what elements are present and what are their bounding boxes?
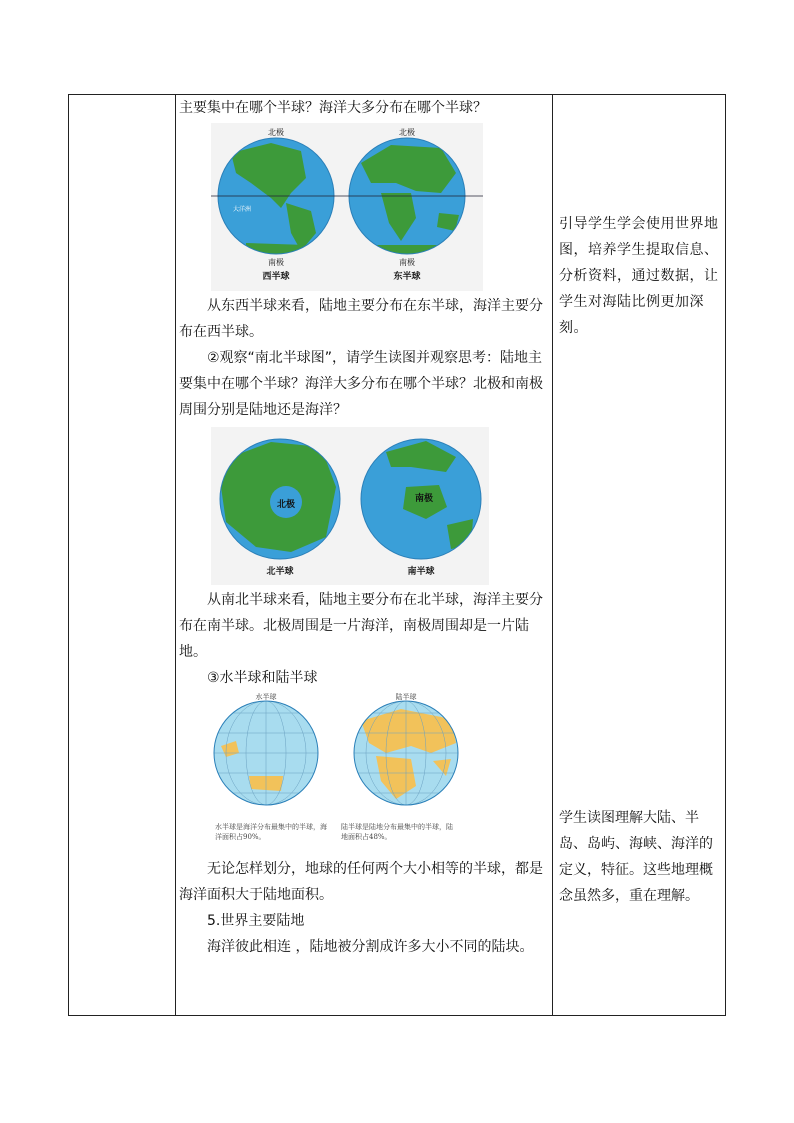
east-west-hemisphere-map bbox=[211, 123, 483, 291]
label-southern-hemisphere: 南半球 bbox=[407, 567, 435, 577]
label-land-hemisphere: 陆半球 bbox=[395, 693, 417, 701]
label-north-pole: 北极 bbox=[268, 128, 284, 137]
paragraph-water-land-heading: ③水半球和陆半球 bbox=[207, 670, 318, 686]
teaching-content bbox=[179, 95, 554, 960]
land-hemisphere-caption: 陆半球是陆地分布最集中的半球，陆地面积占48%。 bbox=[341, 823, 453, 841]
label-south-pole: 南极 bbox=[414, 494, 434, 504]
label-western-hemisphere: 西半球 bbox=[262, 272, 290, 282]
north-south-hemisphere-map bbox=[211, 427, 489, 585]
paragraph-north-south: 从南北半球来看，陆地主要分布在北半球，海洋主要分布在南半球。北极周围是一片海洋，南极周围却是一片陆地。 bbox=[179, 592, 543, 660]
label-north-pole: 北极 bbox=[399, 128, 415, 137]
question-line: 主要集中在哪个半球？海洋大多分布在哪个半球？ bbox=[179, 100, 487, 116]
design-intent-note-2: 学生读图理解大陆、半岛、岛屿、海峡、海洋的定义，特征。这些地理概念虽然多，重在理解。 bbox=[559, 810, 713, 904]
lesson-table bbox=[68, 94, 726, 1016]
label-water-hemisphere: 水半球 bbox=[255, 693, 277, 701]
label-south-pole: 南极 bbox=[268, 258, 284, 267]
label-south-pole: 南极 bbox=[399, 258, 415, 267]
label-eastern-hemisphere: 东半球 bbox=[393, 272, 421, 282]
paragraph-land-blocks: 海洋彼此相连 ，陆地被分割成许多大小不同的陆块。 bbox=[207, 939, 534, 955]
column-divider bbox=[175, 95, 176, 1015]
label-north-pole: 北极 bbox=[276, 500, 296, 510]
label-northern-hemisphere: 北半球 bbox=[266, 567, 294, 577]
label-oceania: 大洋洲 bbox=[233, 206, 252, 213]
paragraph-east-west: 从东西半球来看，陆地主要分布在东半球，海洋主要分布在西半球。 bbox=[179, 298, 543, 340]
paragraph-conclusion: 无论怎样划分，地球的任何两个大小相等的半球，都是海洋面积大于陆地面积。 bbox=[179, 861, 543, 903]
paragraph-north-south-question: ②观察“南北半球图”，请学生读图并观察思考：陆地主要集中在哪个半球？海洋大多分布在哪个半球？北极和南极周围分别是陆地还是海洋？ bbox=[179, 350, 543, 418]
figure-captions bbox=[215, 822, 554, 856]
design-intent-note-1: 引导学生学会使用世界地图，培养学生提取信息、分析资料，通过数据，让学生对海陆比例更加深刻。 bbox=[559, 216, 719, 336]
section-heading-continents: 5.世界主要陆地 bbox=[207, 913, 305, 929]
water-hemisphere-caption: 水半球是海洋分布最集中的半球，海洋面积占90%。 bbox=[215, 823, 327, 841]
